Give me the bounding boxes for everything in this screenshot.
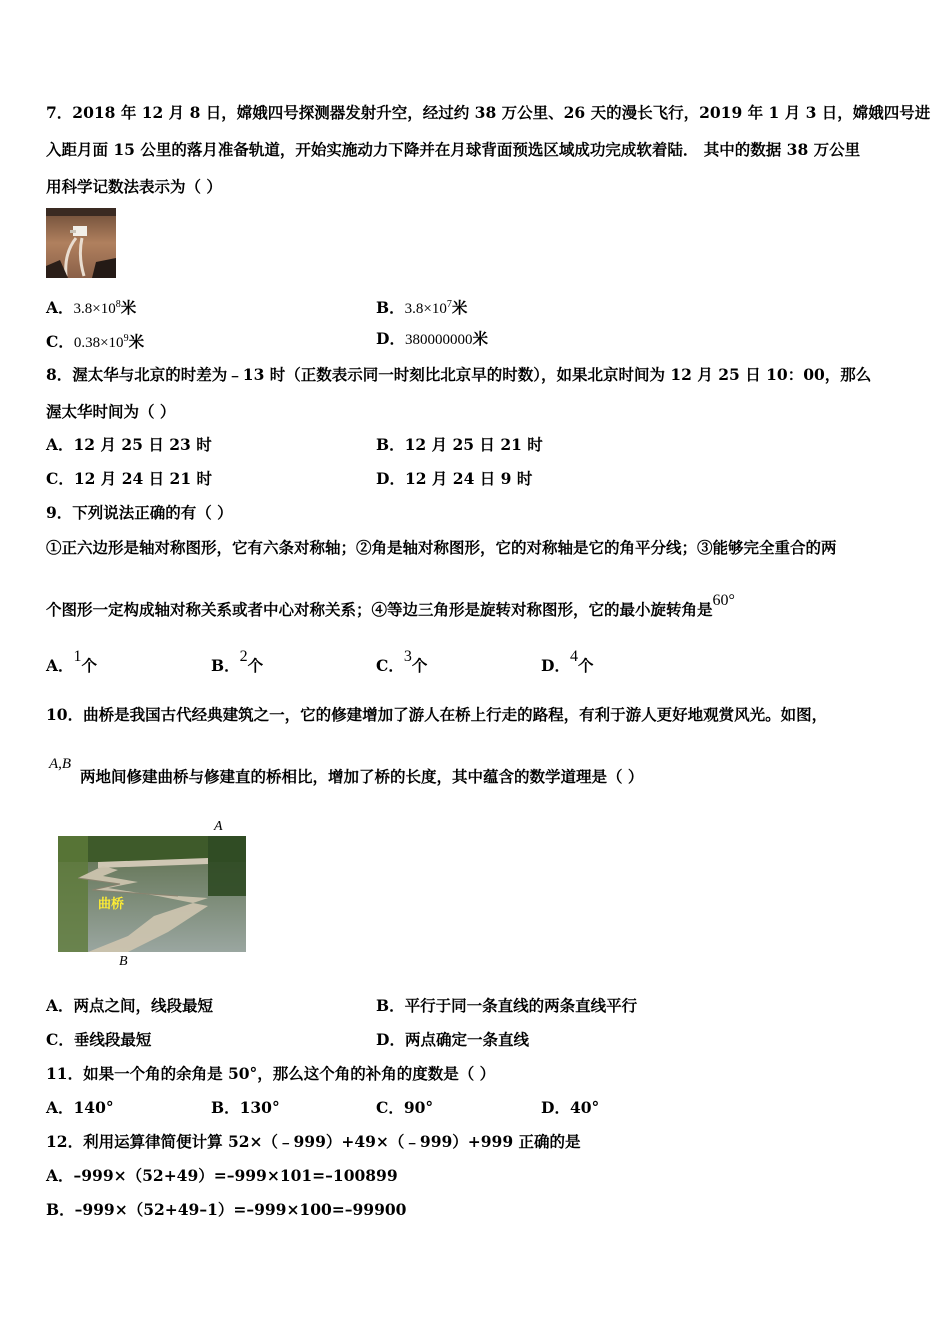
q9-text-line1: 9．下列说法正确的有（ ） [46, 503, 233, 522]
q7-b-unit: 米 [451, 298, 468, 317]
q9-option-a[interactable] [46, 648, 98, 677]
q7-b-base: 3.8×10 [404, 301, 447, 317]
q9-angle: 60° [712, 592, 735, 609]
q8-option-d[interactable]: D．12 月 24 日 9 时 [376, 469, 533, 488]
curved-bridge-image [58, 836, 246, 952]
q9-option-c[interactable] [376, 648, 428, 677]
q10-text-line1: 10．曲桥是我国古代经典建筑之一，它的修建增加了游人在桥上行走的路程，有利于游人更好地观赏风光。如图， [46, 705, 828, 724]
q7-a-exp: 8 [115, 299, 121, 310]
q11-option-d[interactable]: D．40° [541, 1098, 600, 1117]
q7-c-base: 0.38×10 [73, 335, 124, 351]
q7-d-unit: 米 [472, 329, 488, 348]
q7-option-b-math [405, 301, 452, 317]
q9-a-label: A． [46, 656, 74, 675]
q7-c-exp: 9 [123, 333, 129, 344]
q8-option-c[interactable]: C．12 月 24 日 21 时 [46, 469, 213, 488]
q10-option-c[interactable]: C．垂线段最短 [46, 1030, 152, 1049]
q11-option-c[interactable]: C．90° [376, 1098, 434, 1117]
q8-text-line2: 渥太华时间为（ ） [46, 402, 176, 421]
q7-option-a-math [74, 301, 121, 317]
q7-option-d-label: D． [376, 329, 405, 348]
q9-d-num: 4 [569, 648, 578, 665]
q12-text-line1: 12．利用运算律简便计算 52×（﹣999）+49×（﹣999）+999 正确的是 [46, 1132, 581, 1151]
q8-option-b[interactable]: B．12 月 25 日 21 时 [376, 435, 543, 454]
q12-option-b[interactable]: B．–999×（52+49–1）=–999×100=–99900 [46, 1200, 407, 1219]
q9-a-unit: 个 [81, 656, 98, 675]
q9-option-b[interactable] [211, 648, 264, 677]
q7-text-line2: 入距月面 15 公里的落月准备轨道，开始实施动力下降并在月球背面预选区域成功完成软着陆． 其中的数据 38 万公里 [46, 140, 861, 159]
q10-ab-label: A,B [49, 756, 72, 772]
q7-option-b[interactable] [376, 295, 467, 319]
q9-option-d[interactable] [541, 648, 594, 677]
lunar-lander-image [46, 208, 116, 278]
q10-text-line2: 两地间修建曲桥与修建直的桥相比，增加了桥的长度，其中蕴含的数学道理是（ ） [80, 767, 644, 786]
q7-option-b-label: B． [376, 298, 405, 317]
q7-text-line3: 用科学记数法表示为（ ） [46, 177, 222, 196]
q11-option-a[interactable]: A．140° [46, 1098, 114, 1117]
q9-c-unit: 个 [411, 656, 428, 675]
q9-c-num: 3 [403, 648, 412, 665]
q8-text-line1: 8．渥太华与北京的时差为﹣13 时（正数表示同一时刻比北京早的时数），如果北京时间为 12 月 25 日 10：00，那么 [46, 365, 872, 384]
q7-b-exp: 7 [446, 299, 452, 310]
q10-option-a[interactable]: A．两点之间，线段最短 [46, 996, 214, 1015]
q7-c-unit: 米 [128, 332, 145, 351]
q9-a-num: 1 [73, 648, 82, 665]
q10-point-a: A [214, 819, 223, 834]
q12-option-a[interactable]: A．–999×（52+49）=–999×101=–100899 [46, 1166, 398, 1185]
bridge-label: 曲桥 [98, 897, 125, 912]
q7-option-c-label: C． [46, 332, 74, 351]
q7-option-c-math [74, 335, 129, 351]
q9-c-label: C． [376, 656, 404, 675]
q9-b-unit: 个 [247, 656, 264, 675]
q9-b-num: 2 [239, 648, 248, 665]
q9-b-label: B． [211, 656, 240, 675]
q7-option-c[interactable] [46, 329, 144, 353]
q10-option-b[interactable]: B．平行于同一条直线的两条直线平行 [376, 996, 638, 1015]
q7-option-a[interactable] [46, 295, 136, 319]
q7-a-unit: 米 [120, 298, 137, 317]
q11-text-line1: 11．如果一个角的余角是 50°，那么这个角的补角的度数是（ ） [46, 1064, 496, 1083]
q9-text-line2: ①正六边形是轴对称图形，它有六条对称轴；②角是轴对称图形，它的对称轴是它的角平分线；③能够完全重合的两 [46, 538, 837, 557]
q7-text-line1: 7．2018 年 12 月 8 日，嫦娥四号探测器发射升空，经过约 38 万公里、26 天的漫长飞行，2019 年 1 月 3 日，嫦娥四号进 [46, 103, 931, 122]
q7-a-base: 3.8×10 [73, 301, 116, 317]
q7-option-a-label: A． [46, 298, 74, 317]
q7-option-d[interactable] [376, 329, 488, 350]
q8-option-a[interactable]: A．12 月 25 日 23 时 [46, 435, 212, 454]
q11-option-b[interactable]: B．130° [211, 1098, 280, 1117]
q9-text-line3-body: 个图形一定构成轴对称关系或者中心对称关系；④等边三角形是旋转对称图形，它的最小旋转角是 [46, 600, 713, 619]
q9-d-unit: 个 [577, 656, 594, 675]
q7-d-base: 380000000 [404, 332, 473, 348]
q10-point-b: B [119, 954, 128, 969]
q9-d-label: D． [541, 656, 570, 675]
q9-text-line3 [46, 592, 735, 621]
q10-option-d[interactable]: D．两点确定一条直线 [376, 1030, 529, 1049]
